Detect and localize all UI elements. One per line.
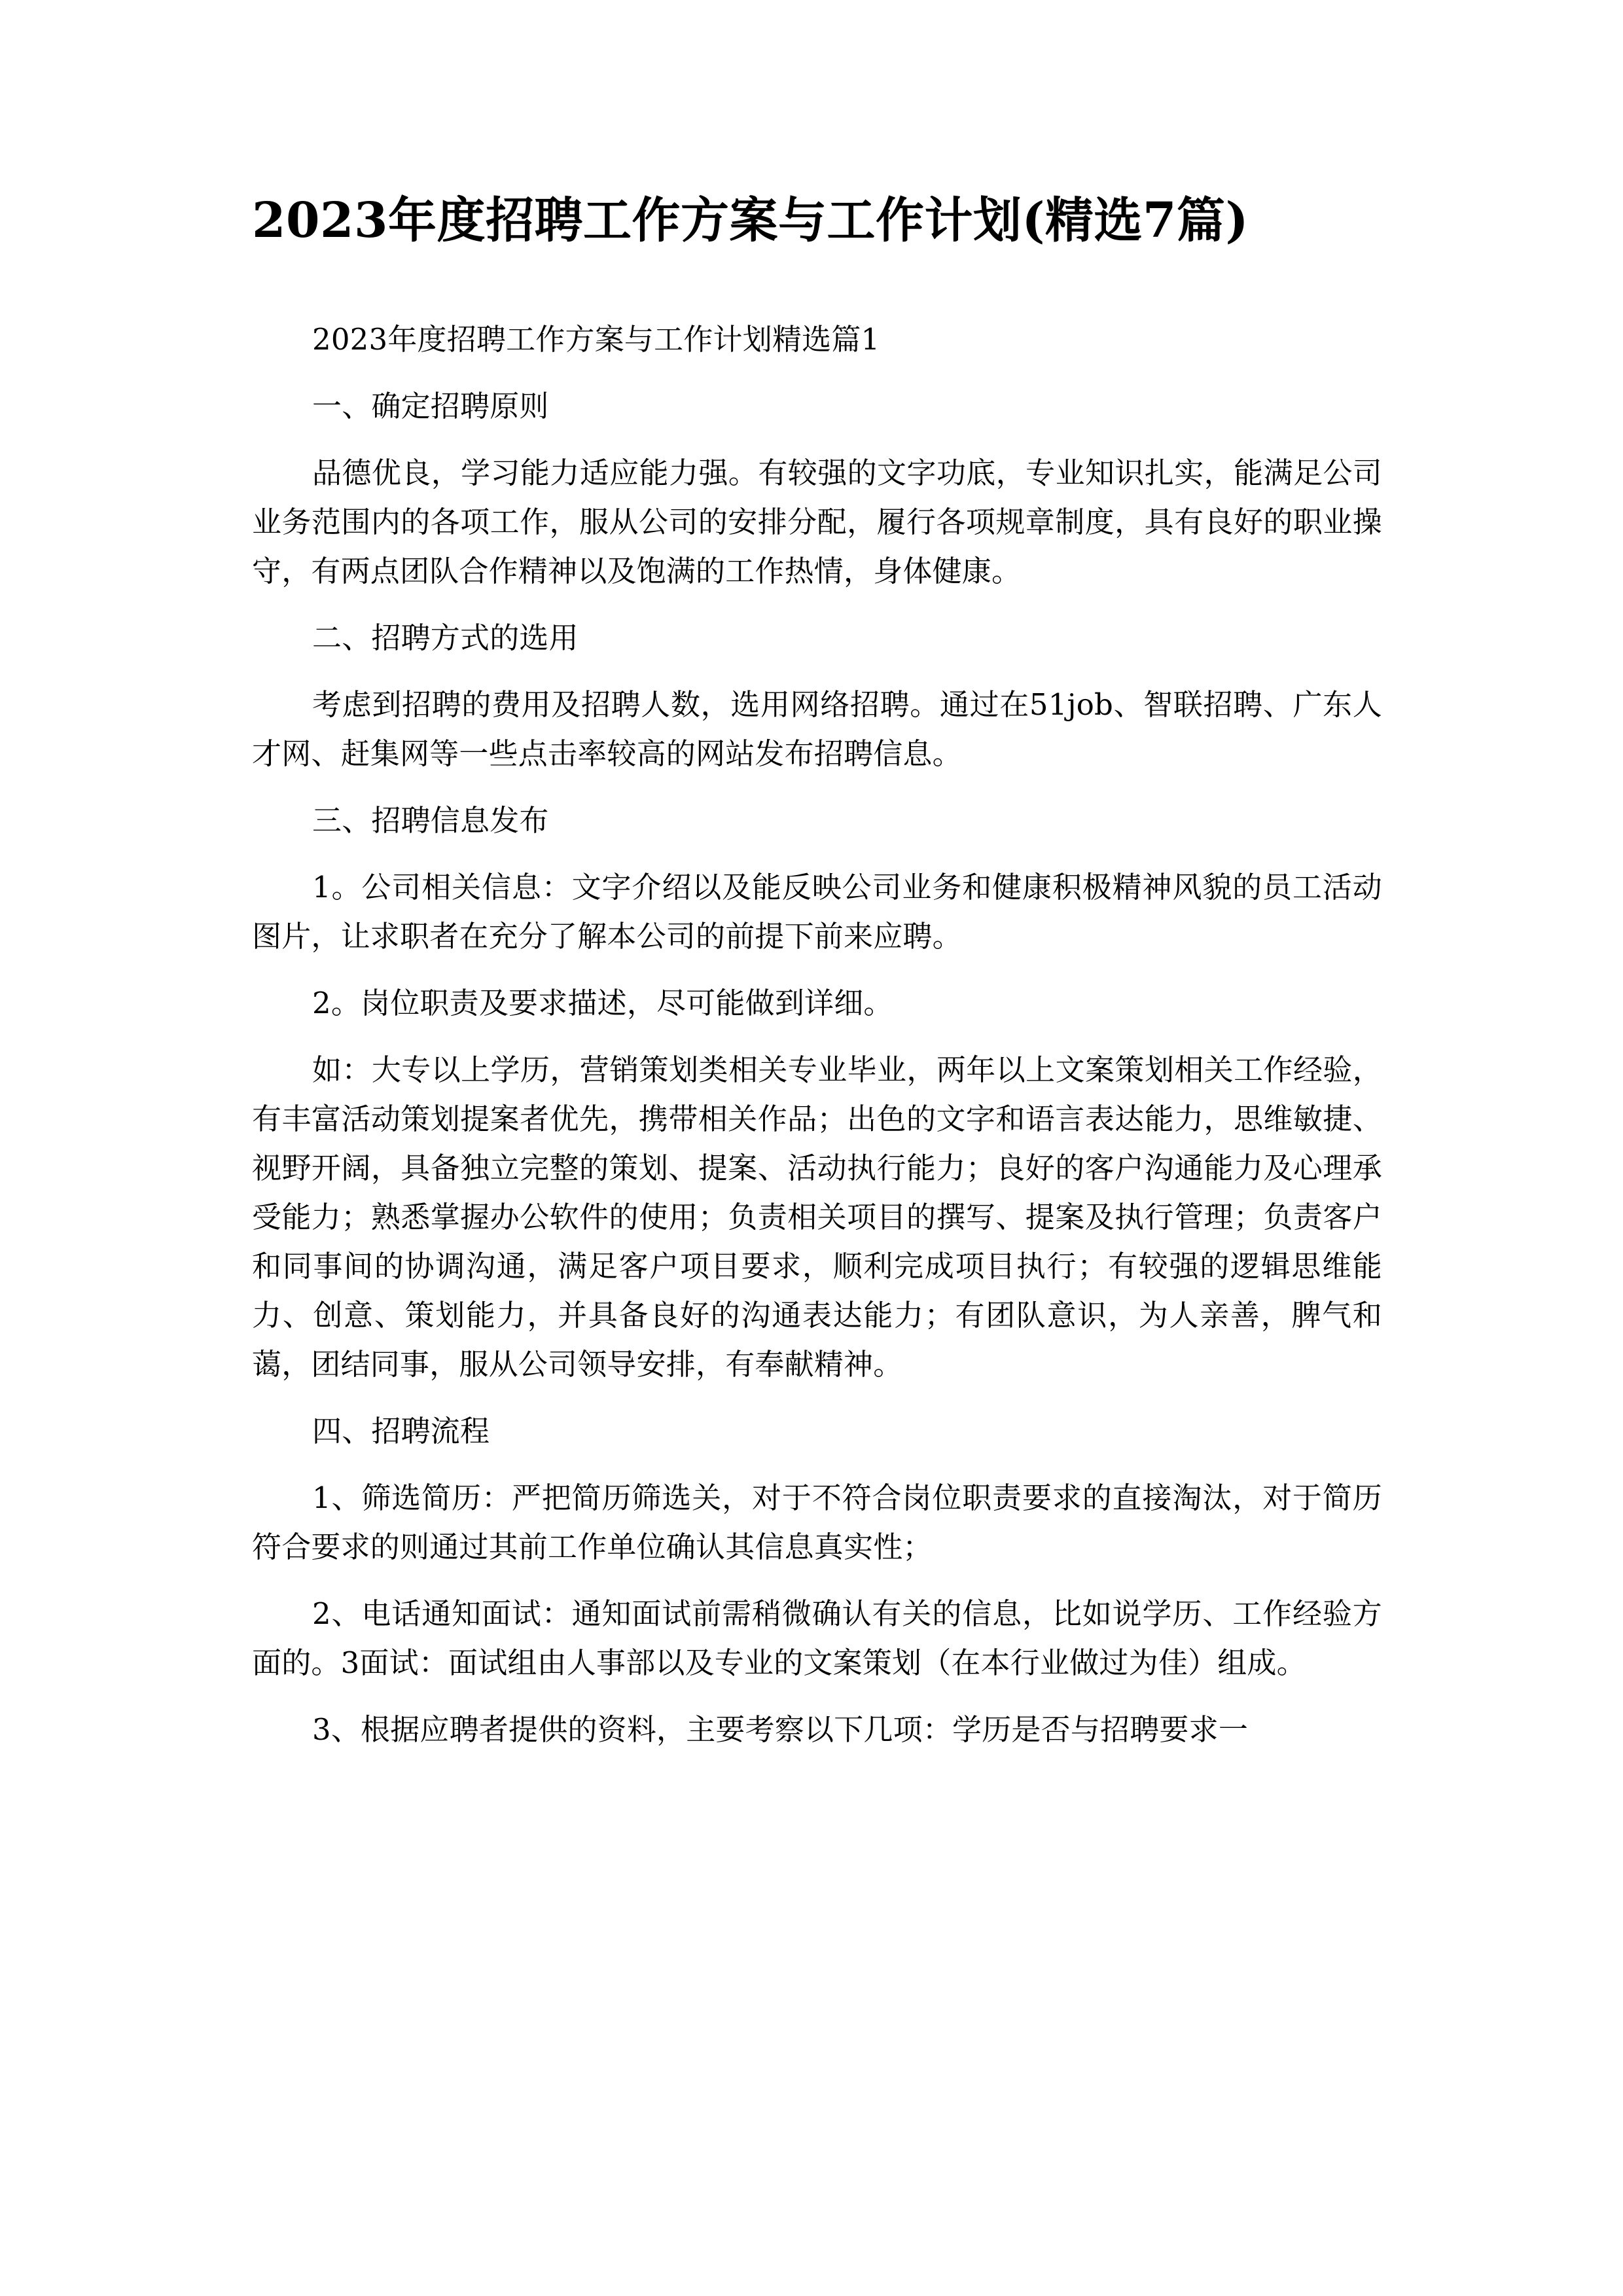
page-title: 2023年度招聘工作方案与工作计划(精选7篇) (252, 192, 1249, 249)
document-content (252, 190, 1382, 1772)
paragraph-section-heading-2: 二、招聘方式的选用 (312, 620, 579, 655)
paragraph-phone-interview: 2、电话通知面试：通知面试前需稍微确认有关的信息，比如说学历、工作经验方面的。3面试：面试组由人事部以及专业的文案策划（在本行业做过为佳）组成。 (252, 1596, 1382, 1680)
paragraph-section-heading-3: 三、招聘信息发布 (312, 802, 549, 838)
paragraph-recruitment-principles: 品德优良，学习能力适应能力强。有较强的文字功底，专业知识扎实，能满足公司业务范围内的各项工作，服从公司的安排分配，履行各项规章制度，具有良好的职业操守，有两点团队合作精神以及饱满的工作热情，身体健康。 (252, 455, 1382, 588)
paragraph-recruitment-channels: 考虑到招聘的费用及招聘人数，选用网络招聘。通过在51job、智联招聘、广东人才网、赶集网等一些点击率较高的网站发布招聘信息。 (252, 687, 1382, 771)
paragraph-candidate-evaluation: 3、根据应聘者提供的资料，主要考察以下几项：学历是否与招聘要求一 (312, 1712, 1249, 1747)
document-body (252, 315, 1382, 1754)
paragraph-job-requirements: 如：大专以上学历，营销策划类相关专业毕业，两年以上文案策划相关工作经验，有丰富活动策划提案者优先，携带相关作品；出色的文字和语言表达能力，思维敏捷、视野开阔，具备独立完整的策划、提案、活动执行能力；良好的客户沟通能力及心理承受能力；熟悉掌握办公软件的使用；负责相关项目的撰写、提案及执行管理；负责客户和同事间的协调沟通，满足客户项目要求，顺利完成项目执行；有较强的逻辑思维能力、创意、策划能力，并具备良好的沟通表达能力；有团队意识，为人亲善，脾气和蔼，团结同事，服从公司领导安排，有奉献精神。 (252, 1052, 1382, 1382)
paragraph-company-info: 1。公司相关信息：文字介绍以及能反映公司业务和健康积极精神风貌的员工活动图片，让求职者在充分了解本公司的前提下前来应聘。 (252, 869, 1382, 954)
paragraph-subtitle: 2023年度招聘工作方案与工作计划精选篇1 (312, 321, 880, 357)
paragraph-resume-screening: 1、筛选简历：严把简历筛选关，对于不符合岗位职责要求的直接淘汰，对于简历符合要求的则通过其前工作单位确认其信息真实性； (252, 1480, 1382, 1564)
paragraph-section-heading-4: 四、招聘流程 (312, 1413, 490, 1448)
paragraph-section-heading-1: 一、确定招聘原则 (312, 388, 549, 423)
paragraph-job-description: 2。岗位职责及要求描述，尽可能做到详细。 (312, 985, 893, 1020)
